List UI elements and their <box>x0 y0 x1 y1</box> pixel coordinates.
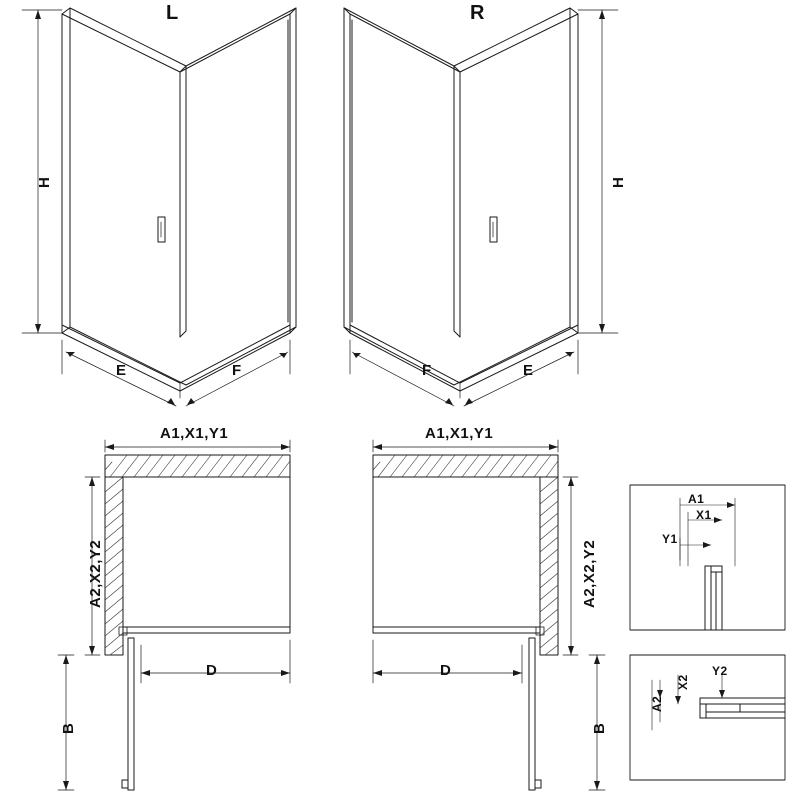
iso-left-view <box>22 8 296 406</box>
iso-left-label-e: E <box>116 362 127 379</box>
title-left: L <box>166 2 179 24</box>
plan-left-top-dim: A1,X1,Y1 <box>160 425 229 442</box>
detail-top-label-x1: X1 <box>696 508 712 522</box>
iso-right-view <box>344 8 618 406</box>
plan-left-side-dim: A2,X2,Y2 <box>87 539 104 608</box>
detail-bottom-label-x2: X2 <box>676 674 690 690</box>
iso-right-height-label: H <box>610 176 627 188</box>
detail-top-label-y1: Y1 <box>662 532 678 546</box>
detail-bottom-view <box>630 655 785 780</box>
iso-right-label-f: F <box>422 362 432 379</box>
title-right: R <box>470 2 485 24</box>
plan-right-top-dim: A1,X1,Y1 <box>425 425 494 442</box>
plan-right-side-dim: A2,X2,Y2 <box>581 539 598 608</box>
plan-right-view <box>373 440 605 790</box>
iso-left-label-f: F <box>232 362 242 379</box>
detail-top-label-a1: A1 <box>688 492 705 506</box>
plan-left-door-dim: B <box>60 722 77 734</box>
plan-right-inner-dim: D <box>440 662 452 679</box>
iso-left-height-label: H <box>36 176 53 188</box>
plan-left-inner-dim: D <box>206 662 218 679</box>
detail-top-view <box>630 485 785 630</box>
plan-left-view <box>58 440 290 790</box>
iso-right-label-e: E <box>523 362 534 379</box>
detail-bottom-label-y2: Y2 <box>712 664 728 678</box>
plan-right-door-dim: B <box>591 722 608 734</box>
detail-bottom-label-a2: A2 <box>650 695 664 712</box>
